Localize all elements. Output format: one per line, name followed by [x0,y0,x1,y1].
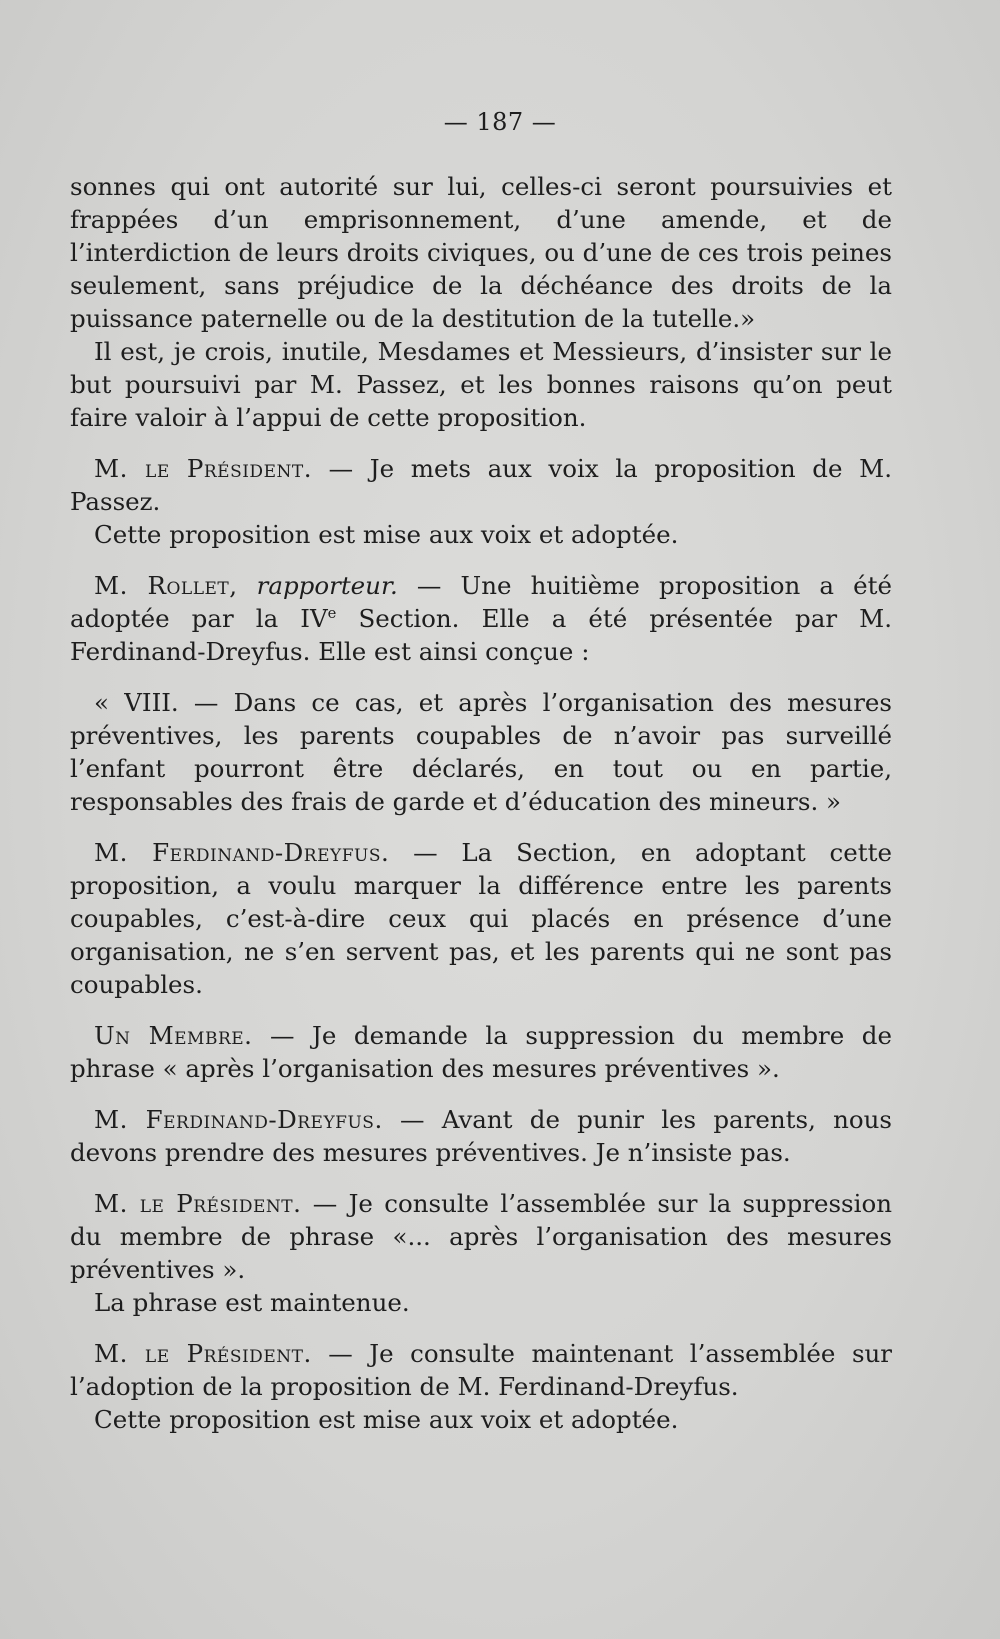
speaker-name: M. Ferdinand-Dreyfus. [94,1105,383,1134]
speech-text: — Une huitième proposition a été adoptée par la IV [70,571,892,633]
paragraph-ferdinand-dreyfus-reply [70,1103,892,1169]
speech-text: Section. Elle a été présentée par M. Ferdinand-Dreyfus. Elle est ainsi conçue : [70,604,892,666]
speech-text: — Je mets aux voix la proposition de M. Passez. [70,454,892,516]
paragraph-proposal-quote: « VIII. — Dans ce cas, et après l’organisation des mesures préventives, les parents coupables de n’avoir pas surveillé l’enfant pourront être déclarés, en tout ou en partie, responsables des frais de garde et d’éducation des mineurs. » [70,688,892,816]
paragraph-member [70,1019,892,1085]
paragraph-argument: Il est, je crois, inutile, Mesdames et Messieurs, d’insister sur le but poursuivi par M. Passez, et les bonnes raisons qu’on peut faire valoir à l’appui de cette proposition. [70,337,892,432]
paragraph-president-vote [70,452,892,518]
paragraph-final-adopted: Cette proposition est mise aux voix et adoptée. [94,1405,679,1434]
speech-text: — Je consulte maintenant l’assemblée sur l’adoption de la proposition de M. Ferdinand-Dreyfus. [70,1339,893,1401]
speaker-role: rapporteur. [256,571,398,600]
speaker-name: M. le Président. [94,1189,302,1218]
speaker-name: M. Rollet, [94,571,238,600]
paragraph-adopted: Cette proposition est mise aux voix et adoptée. [94,520,679,549]
paragraph-maintained: La phrase est maintenue. [94,1288,410,1317]
body-text [70,170,892,1436]
speech-text: — Je demande la suppression du membre de phrase « après l’organisation des mesures préventives ». [70,1021,892,1083]
speech-text: — La Section, en adoptant cette proposition, a voulu marquer la différence entre les parents coupables, c’est-à-dire ceux qui placés en présence d’une organisation, ne s’en servent pas, et les parents qui ne sont pas coupables. [70,838,892,999]
paragraph-rapporteur [70,569,892,668]
speaker-name: M. Ferdinand-Dreyfus. [94,838,390,867]
page-number: — 187 — [443,108,557,136]
paragraph-ferdinand-dreyfus [70,836,892,1001]
speaker-name: M. le Président. [94,454,312,483]
speaker-name: Un Membre. [94,1021,253,1050]
paragraph-president-consult [70,1187,892,1286]
speech-text: — Avant de punir les parents, nous devons prendre des mesures préventives. Je n’insiste pas. [70,1105,892,1167]
paragraph-president-adoption [70,1337,892,1403]
speech-text: — Je consulte l’assemblée sur la suppression du membre de phrase «... après l’organisation des mesures préventives ». [70,1189,892,1284]
paragraph-continuation: sonnes qui ont autorité sur lui, celles-ci seront poursuivies et frappées d’un emprisonnement, d’une amende, et de l’interdiction de leurs droits civiques, ou d’une de ces trois peines seulement, sans préjudice de la déchéance des droits de la puissance paternelle ou de la destitution de la tutelle.» [70,172,892,333]
superscript: e [327,604,337,622]
speaker-name: M. le Président. [94,1339,312,1368]
